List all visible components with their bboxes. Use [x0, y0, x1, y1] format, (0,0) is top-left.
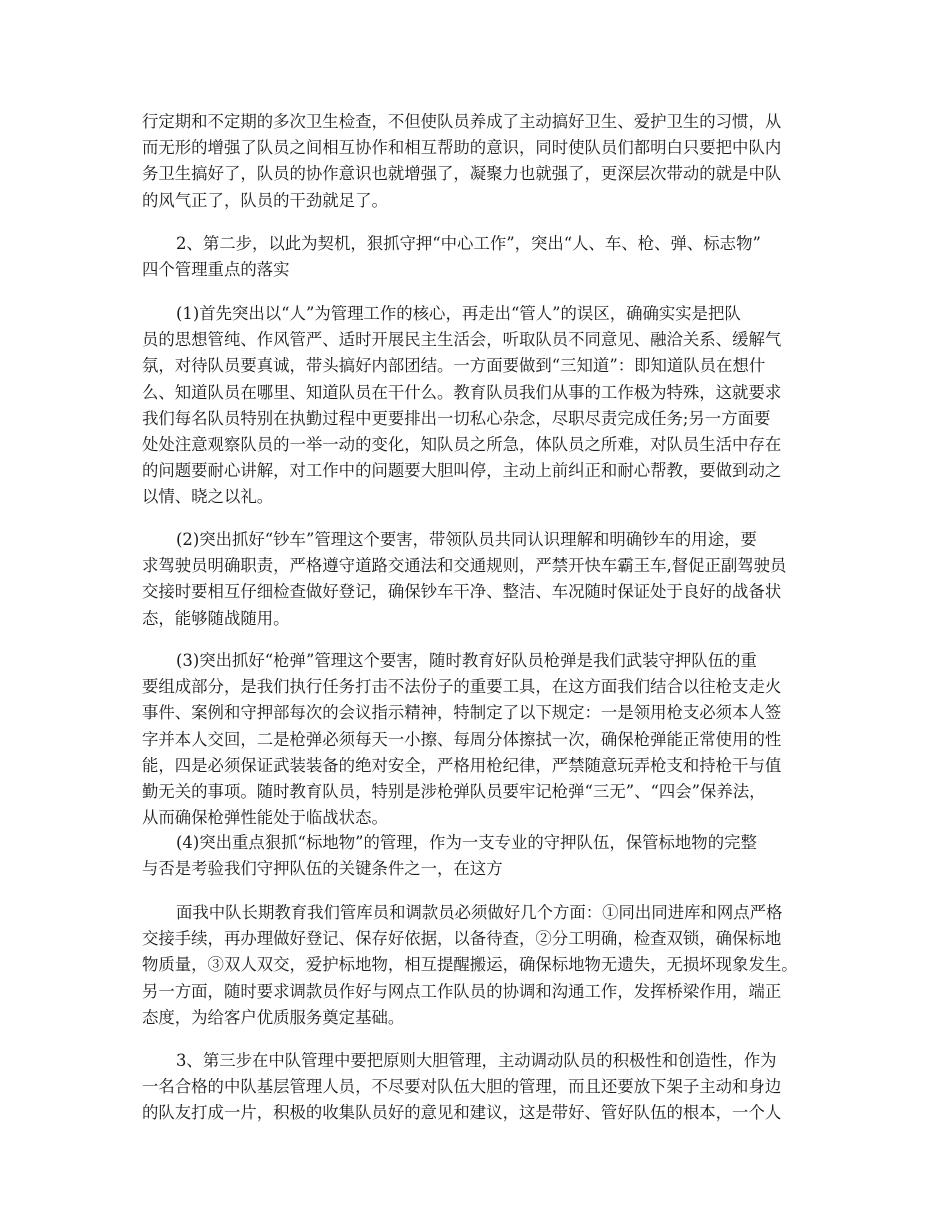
text-line: 处处注意观察队员的一举一动的变化，知队员之所急，体队员之所难，对队员生活中存在 [142, 434, 782, 454]
text-line: (3)突出抓好“枪弹”管理这个要害，随时教育好队员枪弹是我们武装守押队伍的重 [176, 651, 757, 670]
paragraph-item-objects [142, 830, 832, 882]
text-line: 2、第二步，以此为契机，狠抓守押“中心工作”，突出“人、车、枪、弹、标志物” [176, 234, 761, 253]
text-line: 要组成部分，是我们执行任务打击不法份子的重要工具，在这方面我们结合以往枪支走火 [142, 677, 782, 697]
text-line: 能，四是必须保证武装装备的绝对安全，严格用枪纪律，严禁随意玩弄枪支和持枪干与值 [142, 755, 782, 775]
paragraph-step-three [142, 1048, 832, 1127]
text-line: 态，能够随战随用。 [142, 608, 290, 628]
text-line: 务卫生搞好了，队员的协作意识也就增强了，凝聚力也就强了，更深层次带动的就是中队 [142, 164, 782, 184]
paragraph-item-people [142, 301, 832, 511]
text-line: 3、第三步在中队管理中要把原则大胆管理，主动调动队员的积极性和创造性，作为 [176, 1051, 777, 1070]
text-line: (4)突出重点狠抓“标地物”的管理，作为一支专业的守押队伍，保管标地物的完整 [176, 833, 757, 852]
text-line: 面我中队长期教育我们管库员和调款员必须做好几个方面：①同出同进库和网点严格 [176, 903, 783, 922]
paragraph-hygiene-continuation [142, 109, 832, 214]
paragraph-item-weapons [142, 648, 832, 831]
paragraph-objects-continued [142, 900, 832, 1031]
text-line: 么、知道队员在哪里、知道队员在干什么。教育队员我们从事的工作极为特殊，这就要求 [142, 382, 782, 402]
text-line: 我们每名队员特别在执勤过程中更要排出一切私心杂念，尽职尽责完成任务;另一方面要 [142, 408, 771, 428]
text-line: 四个管理重点的落实 [142, 260, 290, 280]
text-line: 勤无关的事项。随时教育队员，特别是涉枪弹队员要牢记枪弹“三无”、“四会”保养法， [142, 781, 766, 801]
text-line: 的风气正了，队员的干劲就足了。 [142, 190, 388, 210]
text-line: (2)突出抓好“钞车”管理这个要害，带领队员共同认识理解和明确钞车的用途，要 [176, 530, 757, 549]
text-line: 与否是考验我们守押队伍的关键条件之一，在这方 [142, 859, 503, 879]
text-line: 求驾驶员明确职责，严格遵守道路交通法和交通规则，严禁开快车霸王车,督促正副驾驶员 [142, 556, 787, 576]
text-line: 事件、案例和守押部每次的会议指示精神，特制定了以下规定：一是领用枪支必须本人签 [142, 703, 782, 723]
text-line: 行定期和不定期的多次卫生检查，不但使队员养成了主动搞好卫生、爱护卫生的习惯，从 [142, 112, 782, 131]
text-line: 交接手续，再办理做好登记、保存好依据，以备待查，②分工明确，检查双锁，确保标地 [142, 929, 782, 949]
text-line: 以情、晓之以礼。 [142, 487, 274, 507]
text-line: 字并本人交回，二是枪弹必须每天一小擦、每周分体擦拭一次，确保枪弹能正常使用的性 [142, 729, 782, 749]
text-line: 而无形的增强了队员之间相互协作和相互帮助的意识，同时使队员们都明白只要把中队内 [142, 138, 782, 158]
text-line: (1)首先突出以“人”为管理工作的核心，再走出“管人”的误区，确确实实是把队 [176, 304, 741, 323]
text-line: 氛，对待队员要真诚，带头搞好内部团结。一方面要做到“三知道”：即知道队员在想什 [142, 356, 766, 376]
text-line: 一名合格的中队基层管理人员，不尽要对队伍大胆的管理，而且还要放下架子主动和身边 [142, 1077, 782, 1097]
paragraph-step-two [142, 231, 832, 283]
text-line: 另一方面，随时要求调款员作好与网点工作队员的协调和沟通工作，发挥桥梁作用，端正 [142, 981, 782, 1001]
text-line: 的问题要耐心讲解，对工作中的问题要大胆叫停，主动上前纠正和耐心帮教，要做到动之 [142, 461, 782, 481]
text-line: 从而确保枪弹性能处于临战状态。 [142, 808, 388, 828]
text-line: 物质量，③双人双交，爱护标地物，相互提醒搬运，确保标地物无遗失，无损坏现象发生。 [142, 955, 798, 975]
text-line: 员的思想管纯、作风管严、适时开展民主生活会，听取队员不同意见、融洽关系、缓解气 [142, 330, 782, 350]
text-line: 的队友打成一片，积极的收集队员好的意见和建议，这是带好、管好队伍的根本，一个人 [142, 1103, 782, 1123]
text-line: 态度，为给客户优质服务奠定基础。 [142, 1007, 405, 1027]
paragraph-item-vehicle [142, 527, 832, 632]
text-line: 交接时要相互仔细检查做好登记，确保钞车干净、整洁、车况随时保证处于良好的战备状 [142, 582, 782, 602]
